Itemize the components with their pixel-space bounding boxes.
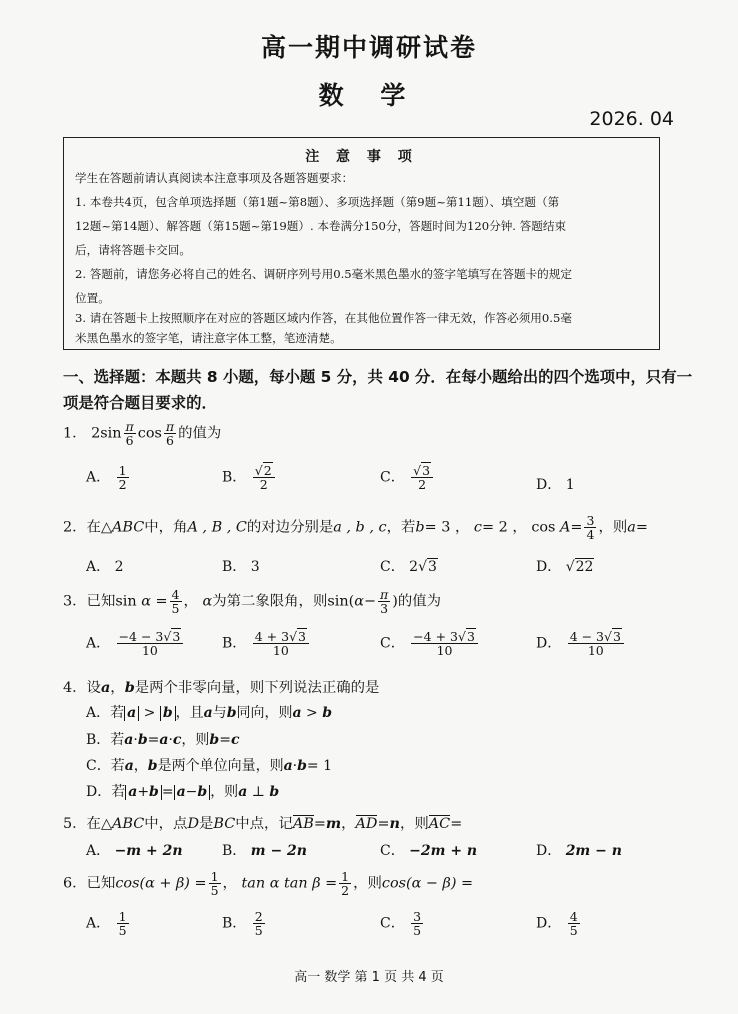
num-text: −4 + 3	[413, 629, 458, 644]
sqrt-icon: √	[457, 629, 466, 644]
sqrt-icon: √	[604, 629, 612, 644]
question-4	[63, 676, 379, 697]
opt-label: B．	[222, 635, 247, 652]
notice-box	[63, 137, 660, 350]
frac-num: 3	[586, 513, 595, 528]
q-text: 设	[86, 680, 101, 696]
q-expr: cos	[137, 425, 162, 442]
q-number: 1．	[63, 425, 87, 442]
q-math: c	[230, 732, 240, 748]
frac-num	[117, 630, 184, 644]
fraction	[378, 588, 390, 615]
q-math: a	[627, 519, 636, 536]
q-math: =	[570, 519, 583, 536]
notice-title: 注 意 事 项	[305, 149, 418, 165]
notice-line: 3. 请在答题卡上按照顺序在对应的答题区域内作答，在其他位置作答一律无效，作答必须用0.5毫	[75, 311, 572, 325]
frac-den: 4	[586, 527, 595, 543]
abs-bar	[124, 706, 139, 721]
q-math: m	[325, 815, 342, 832]
q1-option-c	[380, 464, 435, 491]
q-math: b	[162, 705, 173, 721]
q-math: c	[172, 732, 182, 748]
fraction	[164, 420, 176, 447]
opt-label: B．	[222, 843, 247, 859]
fraction	[117, 464, 129, 491]
q-text: 已知	[86, 875, 116, 892]
fraction	[568, 630, 624, 657]
q-math: >	[306, 705, 318, 721]
radicand: 3	[612, 629, 621, 644]
q-text: ，则	[353, 875, 382, 892]
radicand: 3	[422, 463, 431, 478]
q-math: ⊥	[251, 784, 265, 800]
frac-num: 1	[118, 463, 127, 478]
fraction	[568, 910, 580, 937]
frac-num: 1	[341, 869, 350, 884]
notice-line: 位置。	[75, 291, 110, 305]
q-math: b	[226, 705, 237, 721]
radicand: 2	[263, 463, 272, 478]
q5-option-a	[86, 840, 183, 860]
frac-num	[568, 630, 624, 644]
exam-date: 2026. 04	[589, 108, 674, 130]
radicand: 3	[466, 629, 475, 644]
q-math: a	[127, 705, 137, 721]
sqrt-icon: √	[565, 559, 575, 575]
frac-den: 5	[569, 923, 578, 939]
num-text: 4 + 3	[254, 629, 290, 644]
q-text: ，则	[210, 784, 239, 800]
fraction	[339, 870, 351, 897]
section-heading-line1: 一、选择题：本题共 8 小题，每小题 5 分，共 40 分．在每小题给出的四个选项中，只有一	[63, 368, 693, 386]
frac-num	[253, 630, 309, 644]
q-math: b	[269, 784, 280, 800]
fraction	[411, 630, 478, 657]
opt-value: 3	[250, 559, 260, 575]
q-math: BC	[213, 816, 236, 832]
opt-label: A．若	[86, 705, 125, 721]
q-math: a	[124, 732, 134, 748]
q-math: b	[149, 784, 159, 800]
page-footer: 高一 数学 第 1 页 共 4 页	[294, 970, 444, 985]
frac-den: 6	[166, 433, 174, 449]
q-text: ，	[341, 816, 356, 832]
q-math: sin	[115, 593, 137, 610]
frac-den: 10	[272, 643, 289, 659]
q4-option-c	[86, 755, 332, 775]
question-3	[63, 588, 441, 615]
notice-line: 2. 答题前，请您务必将自己的姓名、调研序列号用0.5毫米黑色墨水的签字笔填写在答题卡的规定	[75, 267, 572, 281]
q-vector: AC	[428, 816, 451, 832]
q-text: 同向，则	[236, 705, 293, 721]
frac-den: 10	[141, 643, 158, 659]
fraction	[117, 630, 184, 657]
q-math: α	[354, 593, 364, 610]
q-math: b	[147, 758, 158, 774]
fraction	[253, 910, 265, 937]
q6-option-c	[380, 910, 425, 937]
q-math: b	[197, 784, 208, 800]
q-text: ，	[183, 593, 198, 610]
num-text: −4 − 3	[118, 629, 164, 644]
frac-den: 5	[413, 923, 422, 939]
opt-value: 1	[565, 477, 575, 493]
q-text: ，则	[181, 732, 210, 748]
q-number: 6．	[63, 875, 87, 892]
q-math: a	[238, 784, 248, 800]
question-5	[63, 812, 462, 833]
q-math: ABC	[112, 519, 145, 536]
q-number: 2．	[63, 519, 87, 536]
exam-title: 高一期中调研试卷	[260, 33, 477, 62]
opt-label: B．	[222, 915, 247, 932]
frac-num: π	[125, 419, 134, 434]
q-math: ·	[168, 732, 173, 748]
q-vector: AB	[292, 816, 314, 832]
q-math: a	[283, 758, 293, 774]
q-text: ，且	[175, 705, 204, 721]
q-math: =	[377, 816, 390, 832]
q-text: 是两个单位向量，则	[157, 758, 284, 774]
frac-num: π	[165, 419, 175, 434]
opt-label: C．	[380, 559, 405, 575]
q-math: b	[297, 758, 307, 774]
q-math: −	[363, 593, 376, 610]
notice-line: 米黑色墨水的签字笔，请注意字体工整，笔迹清楚。	[75, 331, 342, 345]
frac-den: 2	[259, 477, 268, 493]
fraction	[584, 514, 596, 541]
q-math: a	[159, 732, 169, 748]
frac-num	[253, 464, 275, 478]
frac-den: 6	[125, 433, 134, 449]
q-math: b	[124, 679, 135, 696]
opt-value: 2	[409, 559, 419, 575]
frac-num: 2	[254, 909, 263, 924]
opt-label: A．	[86, 469, 111, 486]
q-text: 的值为	[178, 425, 222, 442]
opt-label: C．	[380, 843, 405, 859]
frac-den: 5	[254, 923, 263, 939]
q1-option-b	[222, 464, 277, 491]
question-1	[63, 420, 221, 447]
fraction	[411, 910, 423, 937]
frac-den: 2	[341, 883, 350, 899]
q4-option-a	[86, 702, 332, 722]
radicand: 3	[298, 629, 306, 644]
radicand: 3	[172, 629, 181, 644]
opt-label: D．	[536, 635, 562, 652]
fraction	[117, 910, 129, 937]
section-heading-line2: 项是符合题目要求的．	[63, 394, 217, 412]
frac-den: 2	[118, 477, 127, 493]
q1-option-d	[536, 474, 575, 494]
q-math: cos	[531, 519, 556, 536]
radicand: 22	[575, 559, 594, 575]
q-math: =	[161, 784, 174, 800]
fraction	[124, 420, 136, 447]
q3-option-b	[222, 630, 311, 657]
opt-value: 2	[114, 559, 124, 575]
q2-option-b	[222, 556, 260, 576]
q-number: 3．	[63, 593, 87, 610]
q-math: b	[137, 732, 148, 748]
q2-option-d	[536, 556, 594, 576]
opt-label: D．	[536, 477, 562, 493]
frac-num: π	[380, 587, 389, 602]
q-math: sin(	[327, 593, 355, 610]
q-math: b	[209, 732, 220, 748]
q3-option-a	[86, 630, 185, 657]
q5-option-c	[380, 840, 477, 860]
q-math: tan α tan β =	[241, 875, 338, 892]
q-math: = 2 ，	[481, 519, 527, 536]
q4-option-d	[86, 781, 279, 801]
fraction	[253, 630, 309, 657]
notice-line: 学生在答题前请认真阅读本注意事项及各题答题要求：	[75, 171, 354, 185]
sqrt-icon: √	[163, 629, 172, 644]
opt-label: A．	[86, 559, 111, 575]
abs-bar	[160, 706, 176, 721]
q-math: =	[313, 816, 326, 832]
frac-den: 10	[436, 643, 453, 659]
q-text: ，若	[386, 519, 416, 536]
q-math: α	[141, 593, 151, 610]
q-text: 是	[199, 816, 214, 832]
opt-label: A．	[86, 843, 111, 859]
q-text: 的值为	[397, 593, 442, 610]
opt-label: D．	[536, 915, 562, 932]
frac-num: 4	[569, 909, 578, 924]
exam-subject: 数 学	[318, 81, 420, 110]
q2-option-c	[380, 556, 438, 576]
q-math: D	[187, 816, 199, 832]
fraction	[209, 870, 221, 897]
q-math: =	[219, 732, 231, 748]
q-text: 是两个非零向量，则下列说法正确的是	[134, 680, 380, 696]
sqrt-icon: √	[413, 463, 422, 478]
q-math: cos(α − β) =	[381, 875, 474, 892]
opt-label: D．若	[86, 784, 126, 800]
q-math: a	[124, 758, 134, 774]
q-math: =	[635, 519, 648, 536]
q-math: cos(α + β) =	[115, 875, 207, 892]
q-expr: 2sin	[91, 425, 122, 442]
q-math: = 3 ，	[424, 519, 470, 536]
q3-option-d	[536, 630, 626, 657]
q-math: c	[473, 519, 482, 536]
q-text: 已知	[86, 593, 116, 610]
q-text: ，则	[598, 519, 628, 536]
notice-line: 后，请将答题卡交回。	[75, 243, 191, 257]
q-math: ABC	[112, 816, 145, 832]
q6-option-b	[222, 910, 267, 937]
q-text: ，	[110, 680, 125, 696]
q-math: a , b , c	[333, 519, 387, 536]
q-text: 中点，记	[235, 816, 293, 832]
opt-label: A．	[86, 635, 111, 652]
frac-den: 3	[380, 601, 389, 617]
opt-label: B．若	[86, 732, 125, 748]
frac-den: 10	[587, 643, 604, 659]
q-number: 4．	[63, 680, 87, 696]
num-text: 4 − 3	[569, 629, 605, 644]
q-math: a	[100, 679, 111, 696]
q-math: >	[143, 705, 156, 721]
q-math: =	[450, 816, 463, 832]
fraction	[170, 588, 182, 615]
q4-option-b	[86, 729, 239, 749]
sqrt-icon: √	[254, 463, 263, 478]
frac-num	[411, 464, 433, 478]
q5-option-b	[222, 840, 307, 860]
q-math: −	[185, 784, 198, 800]
question-6	[63, 870, 473, 897]
q-text: 为第二象限角，则	[212, 593, 328, 610]
q-math: )	[392, 593, 398, 610]
q3-option-c	[380, 630, 480, 657]
fraction	[253, 464, 275, 491]
opt-value: m − 2n	[250, 843, 307, 859]
radicand: 3	[428, 559, 437, 575]
q-text: 中，角	[144, 519, 188, 536]
q-text: ，	[133, 758, 148, 774]
q-text: ，则	[399, 816, 429, 832]
q-math: α	[202, 593, 213, 610]
opt-label: B．	[222, 559, 247, 575]
q-text: ，	[222, 875, 237, 892]
opt-value: −m + 2n	[114, 843, 183, 859]
q-math: A , B , C	[187, 519, 247, 536]
q-text: 在△	[86, 816, 113, 832]
frac-num: 1	[118, 909, 127, 924]
opt-value: −2m + n	[409, 843, 478, 859]
frac-den: 2	[418, 477, 427, 493]
q-math: a	[292, 705, 302, 721]
q-math: a	[203, 705, 213, 721]
opt-label: D．	[536, 559, 562, 575]
notice-line: 1. 本卷共4页，包含单项选择题（第1题~第8题）、多项选择题（第9题~第11题）、填空题（第	[75, 195, 560, 209]
q-math: = 1	[306, 758, 333, 774]
q-math: =	[147, 732, 160, 748]
q-math: b	[415, 519, 425, 536]
sqrt-icon: √	[289, 629, 298, 644]
q-math: a	[128, 784, 138, 800]
opt-label: D．	[536, 843, 562, 859]
q-text: 的对边分别是	[246, 519, 334, 536]
opt-label: A．	[86, 915, 111, 932]
q2-option-a	[86, 556, 124, 576]
q-math: a	[176, 784, 186, 800]
opt-label: C．	[380, 635, 405, 652]
notice-line: 12题~第14题）、解答题（第15题~第19题）. 本卷满分150分，答题时间为120分钟. 答题结束	[75, 219, 567, 233]
opt-label: C．	[380, 915, 405, 932]
fraction	[411, 464, 433, 491]
q-math: +	[137, 784, 150, 800]
q-math: ·	[133, 732, 138, 748]
q-text: 在△	[86, 519, 113, 536]
frac-den: 5	[171, 601, 180, 617]
q-math: b	[322, 705, 333, 721]
opt-label: C．	[380, 469, 405, 486]
q-text: 中，点	[144, 816, 188, 832]
q-math: A	[560, 519, 571, 536]
sqrt-icon: √	[418, 559, 428, 575]
q-math: ·	[292, 758, 298, 774]
frac-num: 3	[413, 909, 422, 924]
frac-num	[411, 630, 478, 644]
q-number: 5．	[63, 816, 87, 832]
abs-bar	[174, 785, 211, 800]
frac-den: 5	[210, 883, 219, 899]
q-math: =	[155, 593, 168, 610]
q5-option-d	[536, 840, 622, 860]
q-math: n	[389, 815, 400, 832]
frac-num: 4	[171, 587, 180, 602]
q6-option-a	[86, 910, 131, 937]
q-vector: AD	[355, 816, 378, 832]
frac-den: 5	[118, 923, 127, 939]
abs-bar	[125, 785, 162, 800]
q6-option-d	[536, 910, 582, 937]
q1-option-a	[86, 464, 131, 491]
question-2	[63, 514, 648, 541]
q-text: 与	[212, 705, 227, 721]
opt-label: C．若	[86, 758, 125, 774]
opt-value: 2m − n	[565, 843, 622, 859]
opt-label: B．	[222, 469, 247, 486]
frac-num: 1	[210, 869, 219, 884]
